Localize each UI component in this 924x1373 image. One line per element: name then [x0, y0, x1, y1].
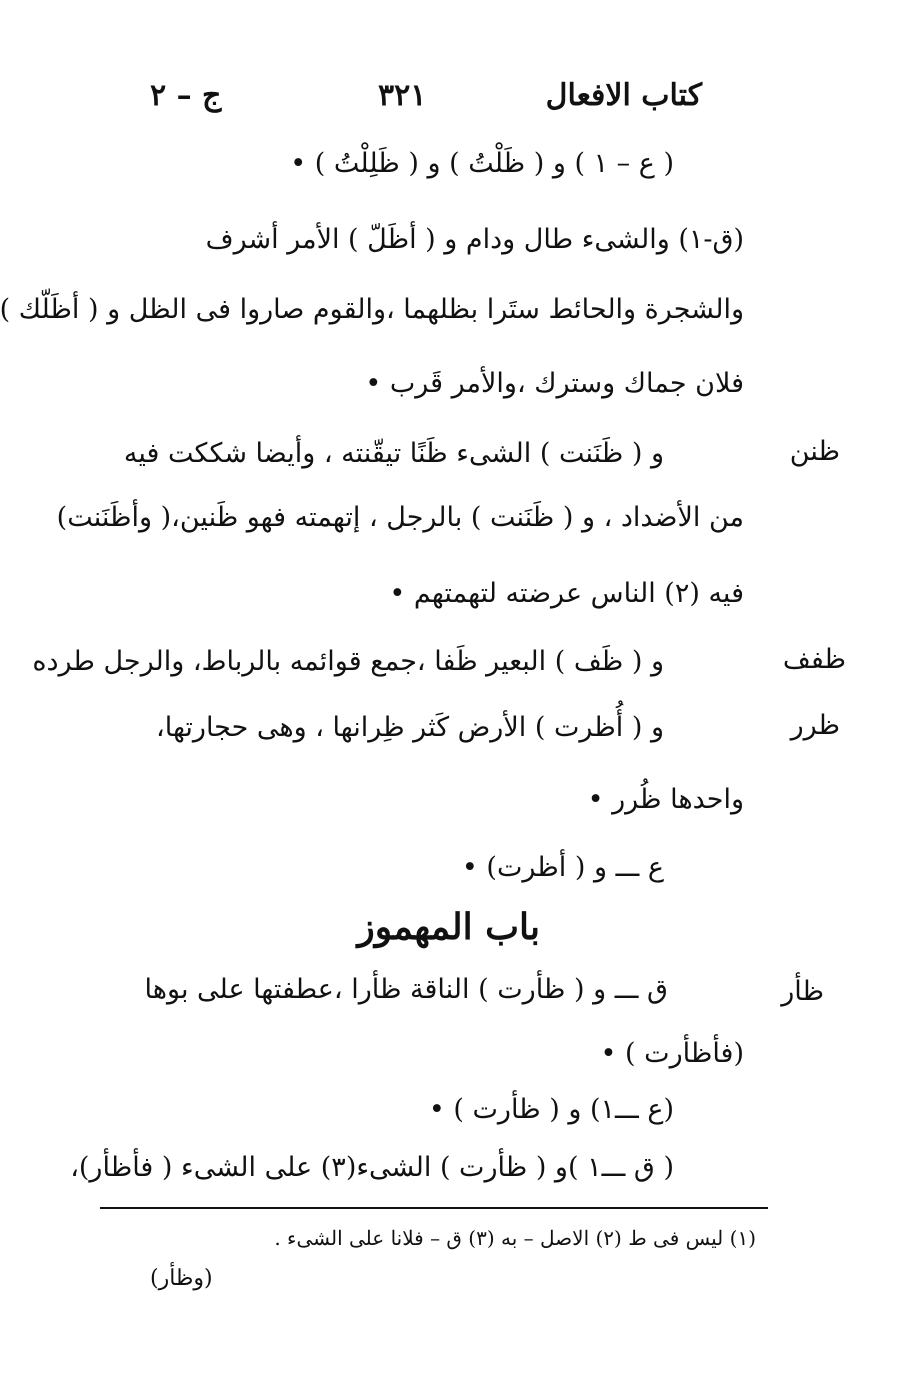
root-label: ظنن [789, 436, 840, 467]
text-line: واحدها ظُرر • [587, 784, 744, 815]
root-label: ظأر [781, 976, 824, 1007]
catchword: (وظأر) [150, 1266, 213, 1291]
text-line: فيه (٢) الناس عرضته لتهمتهم • [389, 578, 744, 609]
text-line: ( ع – ١ ) و ( ظَلْتُ ) و ( ظَلِلْتُ ) • [290, 148, 674, 179]
text-line: ق ـــ و ( ظأرت ) الناقة ظأرا ،عطفتها على بوها [144, 974, 668, 1005]
text-line: من الأضداد ، و ( ظَنَنت ) بالرجل ، إتهمته فهو ظَنين،( وأظَنَنت) [56, 502, 744, 533]
page-number: ٣٢١ [378, 78, 427, 113]
text-line: و ( ظَنَنت ) الشىء ظَنًا تيقّنته ، وأيضا شككت فيه [123, 438, 664, 469]
root-label: ظفف [782, 644, 846, 675]
text-line: فلان جماك وسترك ،والأمر قَرب • [365, 368, 744, 399]
footnote-divider [100, 1207, 768, 1209]
text-line: (ع ـــ١) و ( ظأرت ) • [428, 1094, 674, 1125]
volume-label: ج – ٢ [150, 78, 222, 113]
text-line: ( ق ـــ١ )و ( ظأرت ) الشىء(٣) على الشىء ( فأظأر)، [70, 1152, 674, 1183]
text-line: (فأظأرت ) • [600, 1038, 744, 1069]
section-title: باب المهموز [357, 906, 540, 948]
text-line: (ق-١) والشىء طال ودام و ( أظَلّ ) الأمر أشرف [205, 224, 744, 255]
footnote: (١) ليس فى ط (٢) الاصل – به (٣) ق – فلانا على الشىء . [274, 1226, 756, 1250]
text-line: ع ـــ و ( أظرت) • [461, 852, 664, 883]
text-line: والشجرة والحائط ستَرا بظلهما ،والقوم صاروا فى الظل و ( أظَلّك ) [0, 294, 744, 325]
root-label: ظرر [790, 710, 840, 741]
text-line: و ( ظَف ) البعير ظَفا ،جمع قوائمه بالرباط، والرجل طرده [32, 646, 664, 677]
text-line: و ( أُظرت ) الأرض كَثر ظِرانها ، وهى حجارتها، [156, 712, 664, 743]
book-title: كتاب الافعال [545, 78, 702, 113]
